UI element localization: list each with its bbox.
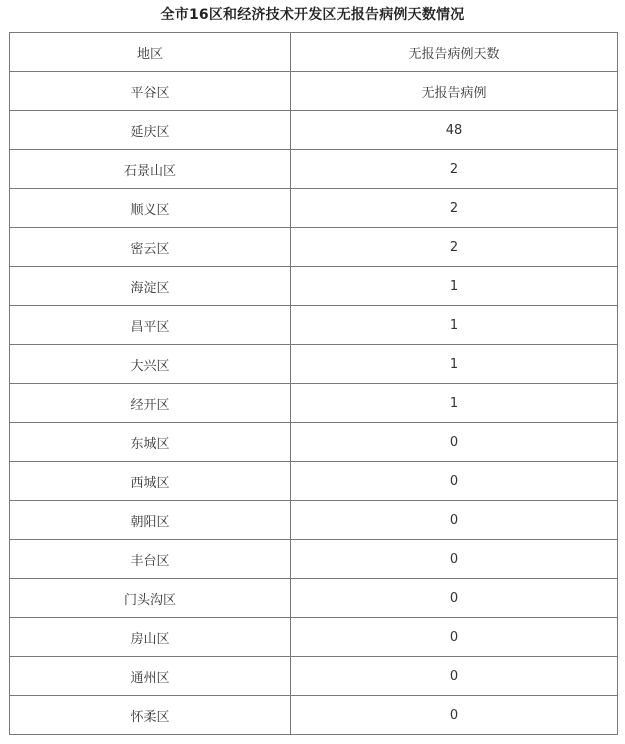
district-cell: 石景山区 — [10, 150, 291, 189]
district-cell: 西城区 — [10, 462, 291, 501]
table-row — [10, 462, 618, 501]
district-cell: 朝阳区 — [10, 501, 291, 540]
table-row — [10, 657, 618, 696]
stats-table — [9, 32, 618, 735]
district-cell: 房山区 — [10, 618, 291, 657]
days-cell: 0 — [291, 579, 618, 618]
days-cell: 0 — [291, 501, 618, 540]
district-cell: 延庆区 — [10, 111, 291, 150]
days-cell: 0 — [291, 696, 618, 735]
table-row — [10, 228, 618, 267]
days-cell: 2 — [291, 189, 618, 228]
days-cell: 1 — [291, 306, 618, 345]
table-row — [10, 306, 618, 345]
district-cell: 丰台区 — [10, 540, 291, 579]
days-cell: 2 — [291, 228, 618, 267]
district-cell: 密云区 — [10, 228, 291, 267]
table-row — [10, 501, 618, 540]
table-row — [10, 384, 618, 423]
days-cell: 0 — [291, 423, 618, 462]
days-cell: 48 — [291, 111, 618, 150]
district-cell: 平谷区 — [10, 72, 291, 111]
table-row — [10, 150, 618, 189]
district-cell: 顺义区 — [10, 189, 291, 228]
table-row — [10, 618, 618, 657]
table-row — [10, 267, 618, 306]
days-cell: 2 — [291, 150, 618, 189]
district-cell: 怀柔区 — [10, 696, 291, 735]
table-row — [10, 345, 618, 384]
days-cell: 1 — [291, 345, 618, 384]
column-header-days: 无报告病例天数 — [291, 33, 618, 72]
district-cell: 大兴区 — [10, 345, 291, 384]
days-cell: 0 — [291, 462, 618, 501]
days-cell: 0 — [291, 657, 618, 696]
table-row — [10, 72, 618, 111]
table-row — [10, 540, 618, 579]
column-header-district: 地区 — [10, 33, 291, 72]
district-cell: 通州区 — [10, 657, 291, 696]
district-cell: 东城区 — [10, 423, 291, 462]
table-header-row — [10, 33, 618, 72]
district-cell: 门头沟区 — [10, 579, 291, 618]
table-row — [10, 696, 618, 735]
page-title: 全市16区和经济技术开发区无报告病例天数情况 — [160, 7, 465, 23]
days-cell: 0 — [291, 618, 618, 657]
days-cell: 0 — [291, 540, 618, 579]
table-row — [10, 423, 618, 462]
table-row — [10, 189, 618, 228]
district-cell: 昌平区 — [10, 306, 291, 345]
table-row — [10, 579, 618, 618]
days-cell: 无报告病例 — [291, 72, 618, 111]
table-row — [10, 111, 618, 150]
days-cell: 1 — [291, 384, 618, 423]
district-cell: 经开区 — [10, 384, 291, 423]
district-cell: 海淀区 — [10, 267, 291, 306]
days-cell: 1 — [291, 267, 618, 306]
